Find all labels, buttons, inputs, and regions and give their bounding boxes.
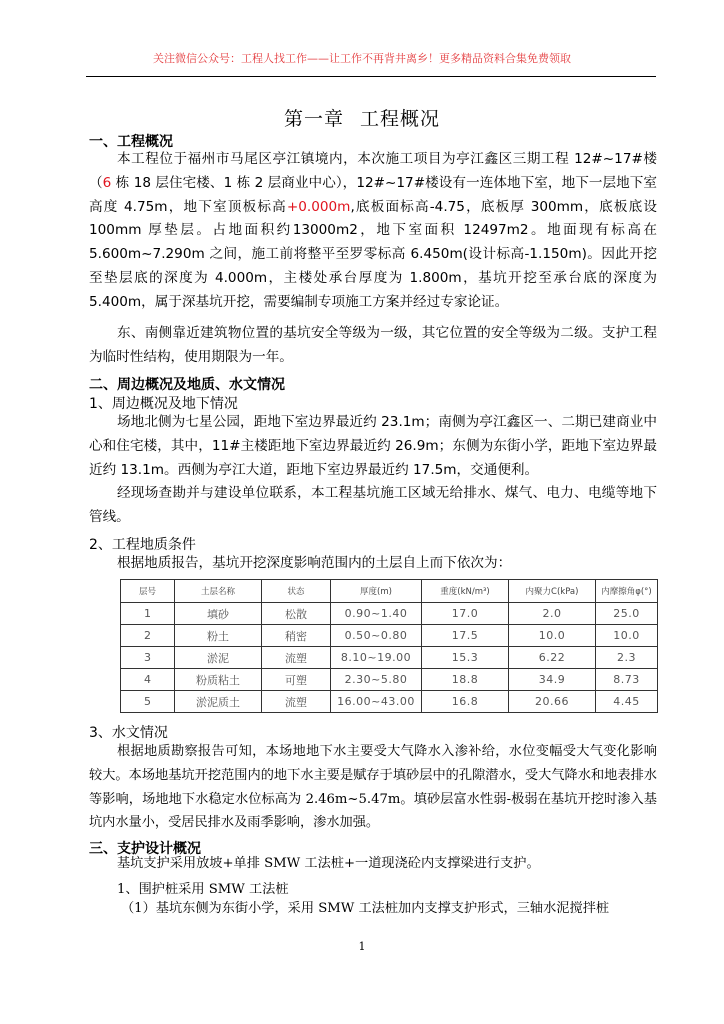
- cell-cohesion: 10.0: [509, 625, 596, 647]
- chapter-title: 工程概况: [360, 108, 441, 130]
- cell-friction: 25.0: [596, 603, 658, 625]
- cell-state: 流塑: [262, 691, 331, 713]
- cell-state: 稍密: [262, 625, 331, 647]
- cell-thickness: 2.30~5.80: [331, 669, 422, 691]
- column-header: 层号: [121, 580, 175, 603]
- promo-banner: 关注微信公众号：工程人找工作——让工作不再背井离乡！更多精品资料合集免费领取: [153, 52, 571, 65]
- highlight-count: 6: [102, 174, 112, 191]
- cell-state: 流塑: [262, 647, 331, 669]
- cell-cohesion: 34.9: [509, 669, 596, 691]
- cell-cohesion: 6.22: [509, 647, 596, 669]
- cell-cohesion: 2.0: [509, 603, 596, 625]
- header-rule: [86, 76, 656, 77]
- section3-sub1: 1、围护桩采用 SMW 工法桩: [117, 882, 289, 897]
- section1-paragraph-1: [89, 148, 657, 315]
- cell-unit-weight: 17.5: [422, 625, 509, 647]
- page-title: [0, 104, 724, 131]
- soil-layer-table: [120, 579, 658, 713]
- table-row: [121, 669, 658, 691]
- section2-heading: 二、周边概况及地质、水文情况: [89, 377, 285, 393]
- cell-unit-weight: 18.8: [422, 669, 509, 691]
- highlight-elevation: +0.000m: [286, 198, 351, 215]
- cell-thickness: 8.10~19.00: [331, 647, 422, 669]
- table-row: [121, 691, 658, 713]
- column-header: 土层名称: [175, 580, 262, 603]
- cell-cohesion: 20.66: [509, 691, 596, 713]
- cell-soil: 粉土: [175, 625, 262, 647]
- cell-friction: 8.73: [596, 669, 658, 691]
- text-run: ,底板面标高-4.75，底板厚 300mm，底板底设 100mm 厚垫层。占地面积约13000m2，地下室面积 12497m2。地面现有标高在 5.600m~7.290m 之间，施工前将整平至罗零标高 6.450m(设计标高-1.150m)。因此开挖至垫层底的深度为 4.000m，主楼处承台厚度为 1.800m，基坑开挖至承台底的深度为 5.400m，属于深基坑开挖，需要编制专项施工方案并经过专家论证。: [89, 198, 657, 310]
- cell-unit-weight: 16.8: [422, 691, 509, 713]
- cell-thickness: 16.00~43.00: [331, 691, 422, 713]
- section3-paragraph-2: （1）基坑东侧为东街小学，采用 SMW 工法桩加内支撑支护形式，三轴水泥搅拌桩: [121, 901, 610, 916]
- cell-unit-weight: 17.0: [422, 603, 509, 625]
- section2-sub2: 2、工程地质条件: [89, 537, 196, 553]
- cell-state: 松散: [262, 603, 331, 625]
- cell-soil: 淤泥质土: [175, 691, 262, 713]
- section3-paragraph-1: 基坑支护采用放坡+单排 SMW 工法桩+一道现浇砼内支撑梁进行支护。: [117, 856, 540, 871]
- table-row: [121, 625, 658, 647]
- cell-thickness: 0.90~1.40: [331, 603, 422, 625]
- cell-layer: 4: [121, 669, 175, 691]
- cell-soil: 粉质粘土: [175, 669, 262, 691]
- text-run: 本工程位于福州市马尾区亭江镇境内，本次施工项目为亭江鑫区三期工程 12#~17#楼（: [89, 151, 657, 191]
- page-number: 1: [358, 940, 366, 953]
- cell-soil: 填砂: [175, 603, 262, 625]
- cell-friction: 10.0: [596, 625, 658, 647]
- cell-unit-weight: 15.3: [422, 647, 509, 669]
- column-header: 状态: [262, 580, 331, 603]
- section2-sub1: 1、周边概况及地下情况: [89, 396, 238, 412]
- text-run: 栋 18 层住宅楼、1 栋 2 层商业中心），12#~17#楼设有一连体地下室，地下一层地下室高度 4.75m，地下室顶板标高: [89, 174, 658, 215]
- cell-thickness: 0.50~0.80: [331, 625, 422, 647]
- section2-sub3: 3、水文情况: [89, 725, 168, 741]
- cell-state: 可塑: [262, 669, 331, 691]
- section3-heading: 三、支护设计概况: [89, 841, 201, 857]
- cell-friction: 2.3: [596, 647, 658, 669]
- column-header: 内摩擦角φ(°): [596, 580, 658, 603]
- table-row: [121, 603, 658, 625]
- column-header: 重度(kN/m³): [422, 580, 509, 603]
- cell-friction: 4.45: [596, 691, 658, 713]
- chapter-number: 第一章: [283, 108, 344, 130]
- table-row: [121, 647, 658, 669]
- section1-heading: 一、工程概况: [89, 134, 173, 150]
- table-header-row: [121, 580, 658, 603]
- cell-layer: 1: [121, 603, 175, 625]
- cell-layer: 2: [121, 625, 175, 647]
- section2-paragraph-2: 经现场查勘并与建设单位联系，本工程基坑施工区域无给排水、煤气、电力、电缆等地下管线。: [89, 485, 657, 525]
- section2-paragraph-3: 根据地质报告，基坑开挖深度影响范围内的土层自上而下依次为：: [117, 555, 512, 571]
- section2-paragraph-4: 根据地质勘察报告可知，本场地地下水主要受大气降水入渗补给，水位变幅受大气变化影响较大。本场地基坑开挖范围内的地下水主要是赋存于填砂层中的孔隙潜水，受大气降水和地表排水等影响，场地地下水稳定水位标高为 2.46m~5.47m。填砂层富水性弱-极弱在基坑开挖时渗入基坑内水量小，受居民排水及雨季影响，渗水加强。: [89, 744, 657, 831]
- section2-paragraph-1: 场地北侧为七星公园，距地下室边界最近约 23.1m；南侧为亭江鑫区一、二期已建商业中心和住宅楼，其中，11#主楼距地下室边界最近约 26.9m；东侧为东街小学，距地下室边界最近约 13.1m。西侧为亭江大道，距地下室边界最近约 17.5m，交通便利。: [89, 414, 657, 478]
- cell-layer: 3: [121, 647, 175, 669]
- cell-soil: 淤泥: [175, 647, 262, 669]
- cell-layer: 5: [121, 691, 175, 713]
- section1-paragraph-2: 东、南侧靠近建筑物位置的基坑安全等级为一级，其它位置的安全等级为二级。支护工程为临时性结构，使用期限为一年。: [89, 325, 657, 365]
- column-header: 内聚力C(kPa): [509, 580, 596, 603]
- column-header: 厚度(m): [331, 580, 422, 603]
